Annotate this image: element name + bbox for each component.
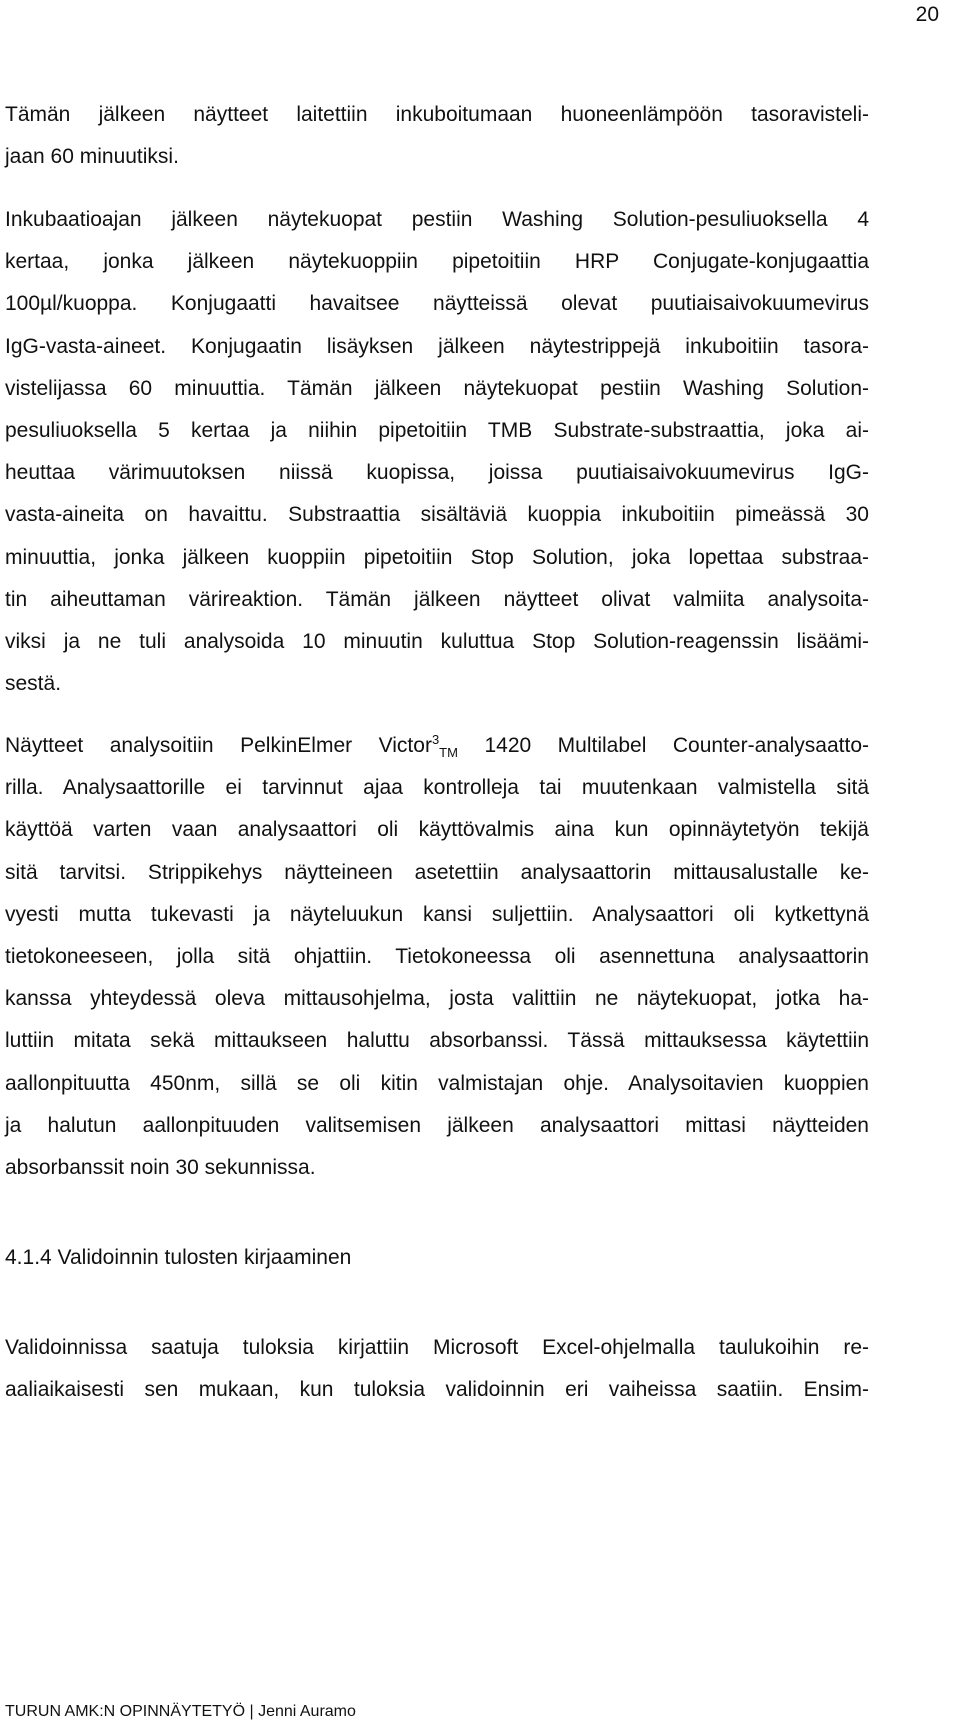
- paragraph-validation: [5, 1327, 869, 1411]
- text-line: absorbanssit noin 30 sekunnissa.: [5, 1156, 316, 1180]
- text-line: vyesti mutta tukevasti ja näyteluukun kansi suljettiin. Analysaattori oli kytkettynä: [5, 902, 869, 926]
- text-line: luttiin mitata sekä mittaukseen haluttu absorbanssi. Tässä mittauksessa käytettiin: [5, 1029, 869, 1053]
- text-line: vasta-aineita on havaittu. Substraattia sisältäviä kuoppia inkuboitiin pimeässä 30: [5, 503, 869, 527]
- paragraph-analysis: [5, 725, 869, 1189]
- paragraph-washing-conjugate: [5, 199, 869, 705]
- text-segment: 1420 Multilabel Counter-analysaatto-: [457, 734, 869, 757]
- text-line: rilla. Analysaattorille ei tarvinnut ajaa kontrolleja tai muutenkaan valmistella sitä: [5, 776, 869, 800]
- page-number: 20: [915, 3, 939, 26]
- text-line: viksi ja ne tuli analysoida 10 minuutin kuluttua Stop Solution-reagenssin lisäämi-: [5, 630, 869, 654]
- text-line: minuuttia, jonka jälkeen kuoppiin pipetoitiin Stop Solution, joka lopettaa substraa-: [5, 545, 869, 569]
- text-line: Validoinnissa saatuja tuloksia kirjattiin Microsoft Excel-ohjelmalla taulukoihin re-: [5, 1336, 869, 1359]
- text-line: [5, 725, 869, 767]
- text-line: Inkubaatioajan jälkeen näytekuopat pestiin Washing Solution-pesuliuoksella 4: [5, 208, 869, 231]
- subscript: TM: [439, 745, 458, 761]
- text-line: 100µl/kuoppa. Konjugaatti havaitsee näytteissä olevat puutiaisaivokuumevirus: [5, 292, 869, 316]
- text-line: tietokoneeseen, jolla sitä ohjattiin. Tietokoneessa oli asennettuna analysaattorin: [5, 945, 869, 969]
- text-line: vistelijassa 60 minuuttia. Tämän jälkeen näytekuopat pestiin Washing Solution-: [5, 376, 869, 400]
- text-line: tin aiheuttaman värireaktion. Tämän jälkeen näytteet olivat valmiita analysoita-: [5, 587, 869, 611]
- page-footer: TURUN AMK:N OPINNÄYTETYÖ | Jenni Auramo: [5, 1703, 356, 1720]
- text-line: kanssa yhteydessä oleva mittausohjelma, josta valittiin ne näytekuopat, jotka ha-: [5, 987, 869, 1011]
- text-segment: Näytteet analysoitiin PelkinElmer Victor: [5, 734, 432, 757]
- text-line: sestä.: [5, 672, 62, 696]
- text-line: Tämän jälkeen näytteet laitettiin inkuboitumaan huoneenlämpöön tasoravisteli-: [5, 103, 869, 126]
- section-heading: 4.1.4 Validoinnin tulosten kirjaaminen: [5, 1246, 352, 1269]
- text-line: heuttaa värimuutoksen niissä kuopissa, joissa puutiaisaivokuumevirus IgG-: [5, 461, 869, 485]
- text-line: jaan 60 minuutiksi.: [5, 145, 179, 169]
- text-line: käyttöä varten vaan analysaattori oli käyttövalmis aina kun opinnäytetyön tekijä: [5, 818, 869, 842]
- text-line: sitä tarvitsi. Strippikehys näytteineen asetettiin analysaattorin mittausalustalle ke-: [5, 860, 869, 884]
- paragraph-incubation: [5, 94, 869, 178]
- text-line: pesuliuoksella 5 kertaa ja niihin pipetoitiin TMB Substrate-substraattia, joka ai-: [5, 419, 869, 443]
- superscript: 3: [431, 732, 440, 747]
- text-line: ja halutun aallonpituuden valitsemisen jälkeen analysaattori mittasi näytteiden: [5, 1113, 869, 1137]
- text-line: IgG-vasta-aineet. Konjugaatin lisäyksen jälkeen näytestrippejä inkuboitiin tasora-: [5, 334, 869, 358]
- text-line: kertaa, jonka jälkeen näytekuoppiin pipetoitiin HRP Conjugate-konjugaattia: [5, 250, 869, 274]
- text-line: aaliaikaisesti sen mukaan, kun tuloksia validoinnin eri vaiheissa saatiin. Ensim-: [5, 1378, 869, 1402]
- text-line: aallonpituutta 450nm, sillä se oli kitin valmistajan ohje. Analysoitavien kuoppien: [5, 1071, 869, 1095]
